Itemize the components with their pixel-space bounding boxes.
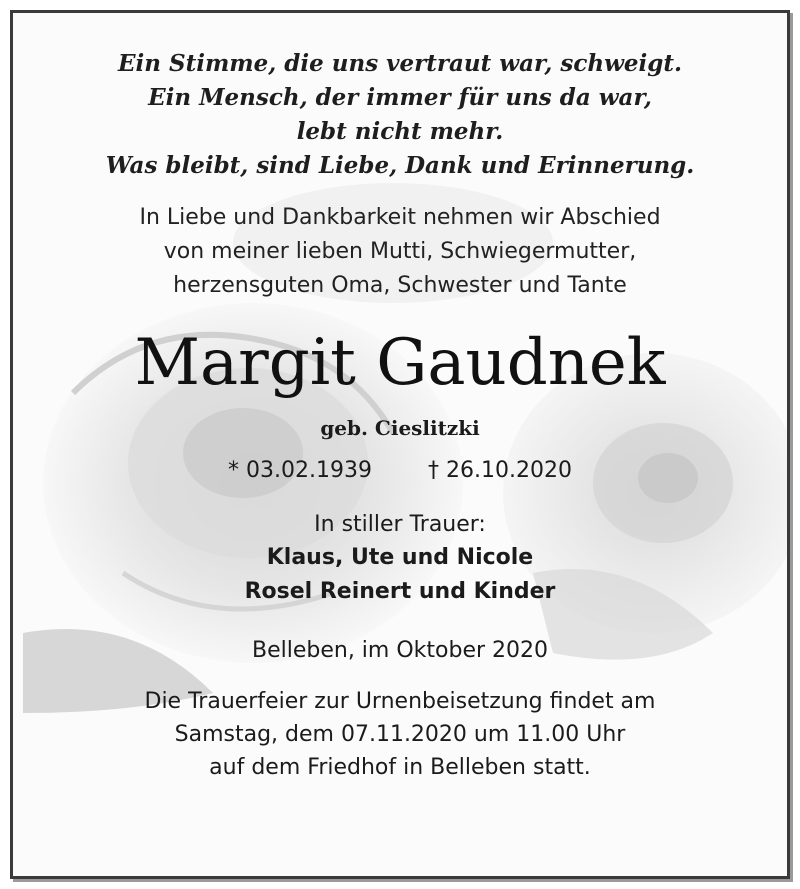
mourning-label: In stiller Trauer:: [314, 512, 486, 537]
mourners-list: [13, 541, 787, 609]
obituary-content: [13, 47, 787, 784]
deceased-name: Margit Gaudnek: [134, 326, 666, 400]
farewell-intro: [13, 201, 787, 303]
quote-line: lebt nicht mehr.: [296, 118, 504, 145]
intro-line: von meiner lieben Mutti, Schwiegermutter,: [163, 239, 637, 264]
obituary-card: [10, 10, 790, 879]
intro-line: herzensguten Oma, Schwester und Tante: [173, 273, 627, 298]
memorial-quote: [13, 47, 787, 183]
intro-line: In Liebe und Dankbarkeit nehmen wir Abschied: [139, 205, 661, 230]
life-dates: [13, 455, 787, 487]
death-date: † 26.10.2020: [428, 458, 572, 483]
ceremony-line: Samstag, dem 07.11.2020 um 11.00 Uhr: [174, 722, 626, 747]
birth-date: * 03.02.1939: [228, 458, 372, 483]
quote-line: Ein Stimme, die uns vertraut war, schweigt.: [118, 50, 682, 77]
quote-line: Was bleibt, sind Liebe, Dank und Erinnerung.: [105, 152, 695, 179]
birth-name: geb. Cieslitzki: [320, 416, 480, 440]
ceremony-info: [13, 685, 787, 784]
place-date: Belleben, im Oktober 2020: [251, 638, 549, 663]
mourner-line: Klaus, Ute und Nicole: [266, 545, 534, 570]
quote-line: Ein Mensch, der immer für uns da war,: [148, 84, 652, 111]
ceremony-line: auf dem Friedhof in Belleben statt.: [209, 755, 591, 780]
mourner-line: Rosel Reinert und Kinder: [244, 579, 556, 604]
ceremony-line: Die Trauerfeier zur Urnenbeisetzung findet am: [144, 689, 656, 714]
